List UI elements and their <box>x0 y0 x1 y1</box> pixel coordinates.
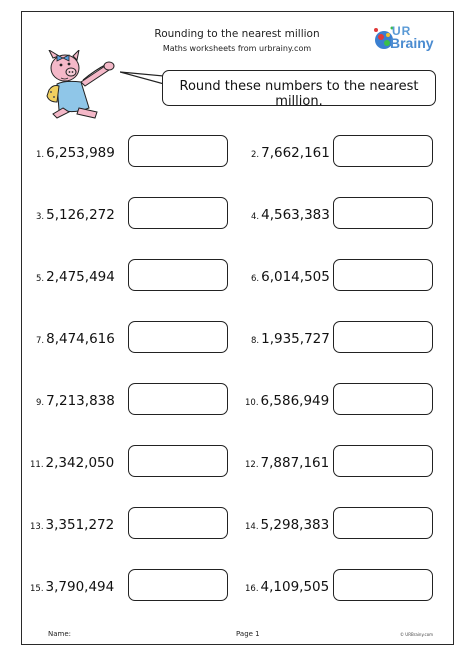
question-value: 2,342,050 <box>45 455 115 471</box>
copyright-text: © URBrainy.com <box>400 632 434 637</box>
answer-box-1[interactable] <box>128 135 228 167</box>
question-12 <box>245 455 329 471</box>
answer-box-8[interactable] <box>333 321 433 353</box>
question-13 <box>30 517 114 533</box>
instruction-speech-bubble <box>162 70 436 109</box>
answer-box-15[interactable] <box>128 569 228 601</box>
worksheet-title: Rounding to the nearest million <box>154 28 320 40</box>
question-number: 8. <box>251 336 260 346</box>
question-value: 7,887,161 <box>260 455 330 471</box>
question-5 <box>36 269 115 285</box>
logo-ur-text: UR <box>392 24 412 38</box>
question-1 <box>36 145 115 161</box>
question-value: 7,662,161 <box>261 145 330 161</box>
question-4 <box>251 207 330 223</box>
question-number: 4. <box>251 212 260 222</box>
question-6 <box>251 269 330 285</box>
question-number: 15. <box>30 584 44 594</box>
answer-box-5[interactable] <box>128 259 228 291</box>
question-value: 6,014,505 <box>261 269 330 285</box>
answer-box-10[interactable] <box>333 383 433 415</box>
pig-mascot-illustration <box>35 50 130 120</box>
question-3 <box>36 207 115 223</box>
question-2 <box>251 145 330 161</box>
question-number: 16. <box>245 584 259 594</box>
answer-box-16[interactable] <box>333 569 433 601</box>
question-number: 13. <box>30 522 44 532</box>
speech-bubble-tail <box>120 64 168 84</box>
answer-box-14[interactable] <box>333 507 433 539</box>
page-number: Page 1 <box>236 630 260 638</box>
question-11 <box>30 455 114 471</box>
question-7 <box>36 331 115 347</box>
question-number: 14. <box>245 522 259 532</box>
question-value: 6,586,949 <box>260 393 330 409</box>
answer-box-2[interactable] <box>333 135 433 167</box>
question-value: 6,253,989 <box>46 145 115 161</box>
urbrainy-logo <box>372 24 434 52</box>
question-number: 10. <box>245 398 259 408</box>
question-value: 2,475,494 <box>46 269 115 285</box>
answer-box-9[interactable] <box>128 383 228 415</box>
question-14 <box>245 517 329 533</box>
question-number: 3. <box>36 212 45 222</box>
question-number: 6. <box>251 274 260 284</box>
question-value: 3,790,494 <box>45 579 115 595</box>
answer-box-3[interactable] <box>128 197 228 229</box>
answer-box-7[interactable] <box>128 321 228 353</box>
answer-box-11[interactable] <box>128 445 228 477</box>
question-value: 5,298,383 <box>260 517 330 533</box>
question-number: 2. <box>251 150 260 160</box>
question-8 <box>251 331 330 347</box>
question-number: 7. <box>36 336 45 346</box>
answer-box-12[interactable] <box>333 445 433 477</box>
question-value: 3,351,272 <box>45 517 115 533</box>
worksheet-subtitle: Maths worksheets from urbrainy.com <box>162 44 312 53</box>
question-value: 7,213,838 <box>46 393 115 409</box>
question-value: 5,126,272 <box>46 207 115 223</box>
answer-box-13[interactable] <box>128 507 228 539</box>
question-15 <box>30 579 114 595</box>
answer-box-6[interactable] <box>333 259 433 291</box>
question-number: 1. <box>36 150 45 160</box>
question-value: 4,563,383 <box>261 207 330 223</box>
question-value: 1,935,727 <box>261 331 330 347</box>
question-value: 8,474,616 <box>46 331 115 347</box>
question-number: 5. <box>36 274 45 284</box>
question-16 <box>245 579 329 595</box>
instruction-text: Round these numbers to the nearest million. <box>179 79 419 109</box>
logo-brainy-text: Brainy <box>390 35 434 51</box>
question-10 <box>245 393 329 409</box>
question-9 <box>36 393 115 409</box>
question-number: 9. <box>36 398 45 408</box>
question-number: 11. <box>30 460 44 470</box>
answer-box-4[interactable] <box>333 197 433 229</box>
question-value: 4,109,505 <box>260 579 330 595</box>
question-number: 12. <box>245 460 259 470</box>
name-label: Name: <box>48 630 72 638</box>
